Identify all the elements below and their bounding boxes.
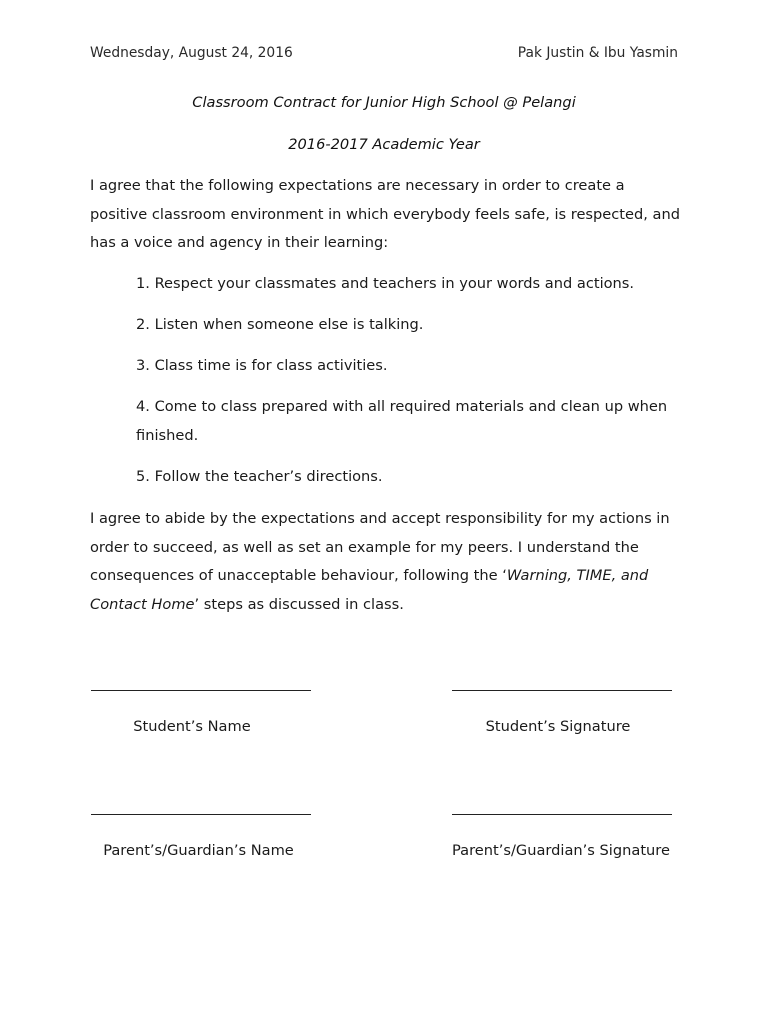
header-authors: Pak Justin & Ibu Yasmin <box>517 45 678 61</box>
expectation-item-2: 2. Listen when someone else is talking. <box>136 316 424 333</box>
parent-signature-label: Parent’s/Guardian’s Signature <box>452 842 670 859</box>
header-date: Wednesday, August 24, 2016 <box>90 45 293 61</box>
document-title: Classroom Contract for Junior High School @ Pelangi <box>192 94 576 111</box>
expectation-item-3: 3. Class time is for class activities. <box>136 357 388 374</box>
parent-name-label: Parent’s/Guardian’s Name <box>103 842 294 859</box>
closing-paragraph <box>90 505 680 619</box>
closing-emphasis: Warning, TIME, and Contact Home <box>90 567 649 613</box>
student-signature-label: Student’s Signature <box>485 718 631 735</box>
document-subtitle: 2016-2017 Academic Year <box>288 136 480 153</box>
closing-text-before: I agree to abide by the expectations and accept responsibility for my actions in order to succeed, as well as set an example for my peers. I understand the consequences of unacceptable behaviour, following the ‘ <box>90 510 670 584</box>
parent-signature-line[interactable] <box>452 814 672 815</box>
page-header <box>90 45 678 61</box>
intro-paragraph: I agree that the following expectations are necessary in order to create a positive classroom environment in which everybody feels safe, is respected, and has a voice and agency in their learning: <box>90 177 680 251</box>
parent-name-line[interactable] <box>91 814 311 815</box>
expectation-item-4: 4. Come to class prepared with all required materials and clean up when finished. <box>136 398 668 444</box>
expectation-item-5: 5. Follow the teacher’s directions. <box>136 468 383 485</box>
student-signature-line[interactable] <box>452 690 672 691</box>
expectation-item-1: 1. Respect your classmates and teachers in your words and actions. <box>136 275 635 292</box>
student-name-line[interactable] <box>91 690 311 691</box>
closing-text-after: ’ steps as discussed in class. <box>194 595 404 613</box>
student-name-label: Student’s Name <box>133 718 251 735</box>
